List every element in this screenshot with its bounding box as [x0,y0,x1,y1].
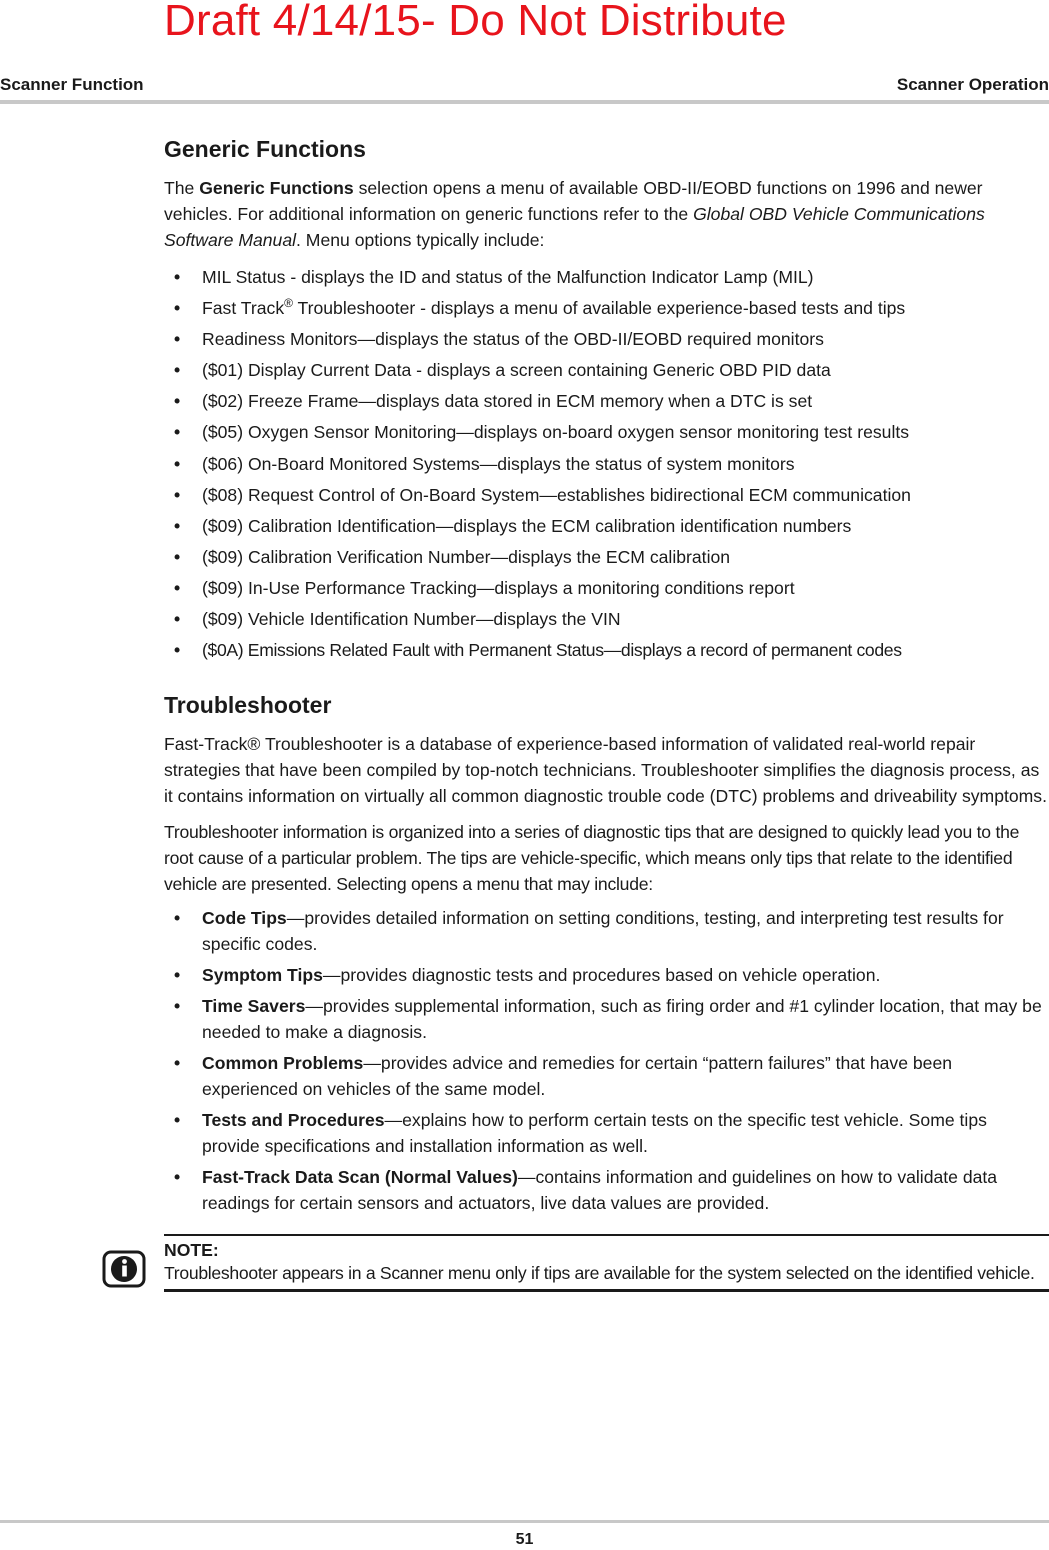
note-label: NOTE: [164,1240,219,1261]
troubleshooter-paragraph-2: Troubleshooter information is organized into a series of diagnostic tips that are designed to quickly lead you to the root cause of a particular problem. The tips are vehicle-specific, which means only tips that relate to the identified vehicle are presented. Selecting opens a menu that may include: [164,822,1020,895]
list-item-text: Fast Track [202,298,285,319]
list-item [164,266,1049,288]
bullet-icon: • [174,422,181,443]
list-item [164,1107,1049,1159]
bullet-icon: • [174,298,181,319]
tip-term: Symptom Tips [202,965,323,986]
list-item [164,390,1049,412]
list-item-text: Readiness Monitors—displays the status of the OBD-II/EOBD required monitors [202,329,824,350]
troubleshooter-paragraph-1: Fast-Track® Troubleshooter is a database of experience-based information of validated real-world repair strategies that have been compiled by top-notch technicians. Troubleshooter simplifies the diagnosis process, as it contains information on virtually all common diagnostic trouble code (DTC) problems and driveability symptoms. [164,734,1047,807]
bullet-icon: • [174,360,181,381]
bullet-icon: • [174,996,181,1017]
tip-description: —provides advice and remedies for certain “pattern failures” that have been experienced on vehicles of the same model. [202,1053,953,1100]
note-top-rule [164,1234,1049,1236]
bullet-icon: • [174,329,181,350]
list-item-text: ($06) On-Board Monitored Systems—displays the status of system monitors [202,453,795,474]
list-item-text: ($09) Vehicle Identification Number—displays the VIN [202,609,621,630]
tip-description: —explains how to perform certain tests on the specific test vehicle. Some tips provide specifications and installation information as well. [202,1110,987,1157]
list-item [164,905,1049,957]
page-content [164,136,1049,1292]
generic-functions-heading: Generic Functions [164,136,366,162]
list-item [164,546,1049,568]
list-item-text: ($01) Display Current Data - displays a screen containing Generic OBD PID data [202,360,831,381]
tip-description: —provides detailed information on setting conditions, testing, and interpreting test results for specific codes. [202,908,1004,955]
list-item [164,962,1049,988]
page-number: 51 [515,1531,534,1548]
bullet-icon: • [174,1110,181,1131]
info-icon [102,1250,146,1288]
footer-divider [0,1520,1049,1523]
tip-term: Code Tips [202,908,287,929]
note-text: Troubleshooter appears in a Scanner menu only if tips are available for the system selected on the identified vehicle. [164,1263,1035,1284]
bullet-icon: • [174,484,181,505]
list-item-text: ($09) In-Use Performance Tracking—displays a monitoring conditions report [202,577,795,598]
list-item [164,993,1049,1045]
list-item [164,577,1049,599]
list-item-text: ($02) Freeze Frame—displays data stored in ECM memory when a DTC is set [202,391,813,412]
bullet-icon: • [174,965,181,986]
list-item [164,328,1049,350]
bullet-icon: • [174,1167,181,1188]
tip-term: Tests and Procedures [202,1110,385,1131]
tip-description: —contains information and guidelines on how to validate data readings for certain sensors and actuators, live data values are provided. [202,1167,998,1214]
intro-text-bold: Generic Functions [199,178,354,198]
list-item-text: MIL Status - displays the ID and status of the Malfunction Indicator Lamp (MIL) [202,267,814,287]
note-box [164,1234,1049,1292]
list-item [164,421,1049,443]
list-item-text: ($05) Oxygen Sensor Monitoring—displays on-board oxygen sensor monitoring test results [202,422,910,443]
bullet-icon: • [174,391,181,412]
tip-term: Time Savers [202,996,306,1017]
tip-term: Common Problems [202,1053,364,1074]
tip-description: —provides diagnostic tests and procedures based on vehicle operation. [322,965,881,986]
bullet-icon: • [174,640,180,661]
list-item [164,1050,1049,1102]
note-bottom-rule [164,1289,1049,1292]
header-divider [0,100,1049,104]
troubleshooter-tips-list [164,905,1049,1216]
registered-mark: ® [284,296,293,311]
intro-text-post: . Menu options typically include: [296,230,545,250]
list-item [164,484,1049,506]
tip-description: —provides supplemental information, such as firing order and #1 cylinder location, that may be needed to make a diagnosis. [202,996,1042,1043]
bullet-icon: • [174,267,181,287]
header-chapter-title: Scanner Operation [896,75,1049,94]
list-item-text: ($08) Request Control of On-Board System—establishes bidirectional ECM communication [202,484,911,505]
bullet-icon: • [174,546,181,567]
manual-title-reference: Global OBD Vehicle Communications Software Manual [164,204,985,250]
generic-functions-list [164,266,1049,661]
bullet-icon: • [174,908,181,929]
intro-text-pre: The [164,178,200,198]
bullet-icon: • [174,515,181,536]
list-item [164,359,1049,381]
list-item [164,608,1049,630]
list-item-text: ($09) Calibration Verification Number—displays the ECM calibration [202,546,731,567]
list-item-text: ($09) Calibration Identification—displays the ECM calibration identification numbers [202,515,852,536]
generic-functions-intro [164,175,1049,253]
bullet-icon: • [174,1053,181,1074]
bullet-icon: • [174,609,181,630]
intro-text-mid: selection opens a menu of available OBD-II/EOBD functions on 1996 and newer vehicles. For additional information on generic functions refer to the [164,178,983,224]
list-item [164,1164,1049,1216]
header-section-title: Scanner Function [0,75,144,94]
list-item-text: ($0A) Emissions Related Fault with Permanent Status—displays a record of permanent codes [202,640,902,661]
list-item [164,297,1049,319]
list-item [164,639,1049,661]
draft-watermark: Draft 4/14/15- Do Not Distribute [164,0,787,45]
troubleshooter-heading: Troubleshooter [164,692,332,719]
bullet-icon: • [174,453,181,474]
list-item [164,453,1049,475]
list-item-text: Troubleshooter - displays a menu of available experience-based tests and tips [292,298,906,319]
list-item [164,515,1049,537]
bullet-icon: • [174,577,181,598]
tip-term: Fast-Track Data Scan (Normal Values) [202,1167,518,1188]
